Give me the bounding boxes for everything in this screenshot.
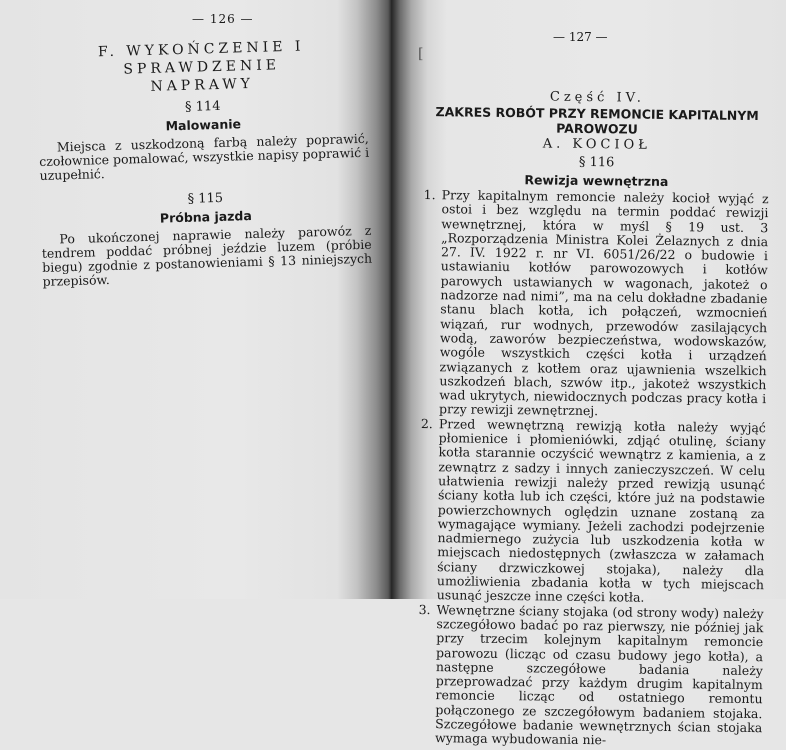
page-number-right: — 127 —	[553, 30, 608, 44]
section-text-probna-jazda: Po ukończonej naprawie należy parowóz z tendrem poddać próbnej jeździe luzem (próbie biegu) zgodnie z postanowieniami § 13 niniejszych przepisów.	[41, 222, 373, 289]
part-title	[424, 104, 769, 138]
section-title-malowanie: Malowanie	[165, 116, 242, 134]
numbered-list	[417, 188, 769, 750]
part-title-line2: PAROWOZU	[556, 120, 638, 137]
left-page-content	[36, 36, 373, 289]
page-number-left: — 126 —	[192, 12, 254, 26]
list-item-text: Wewnętrzne ściany stojaka (od strony wody) należy szczegółowo badać po raz pierwszy, nie później jak przy trzecim kolejnym kapitalnym remoncie parowozu (licząc od czasu budowy jego kotła), a następne szczegółowe badania należy przeprowadzać przy każdym drugim kapitalnym remoncie licząc od ostatniego remontu połączonego ze szczegółowym badaniem stojaka. Szczegółowe badanie wewnętrznych ścian stojaka wymaga wybudowania nie-	[434, 601, 764, 748]
list-item-text: Przed wewnętrzną rewizją kotła należy wyjąć płomienice i płomieniówki, zdjąć otulinę, ściany kotła starannie oczyścić wewnątrz z kamienia, a z zewnątrz z sadzy i innych zanieczyszczeń. W celu ułatwienia rewizji należy przed rewizją usunąć ściany kotła lub ich części, które już na podstawie powierzchownych oględzin uznane zostaną za wymagające wymiany. Jeżeli zachodzi podejrzenie nadmiernego zużycia lub uszkodzenia kotła w miejscach niedostępnych (zwłaszcza w załamach ściany drzwiczkowej stojaka), należy dla umożliwienia zbadania kotła w tych miejscach usunąć jeszcze inne części kotła.	[436, 415, 766, 606]
section-text-malowanie: Miejsca z uszkodzoną farbą należy poprawić, czołownice pomalować, wszystkie napisy poprawić i uzupełnić.	[39, 130, 370, 183]
margin-mark: [	[418, 46, 424, 62]
paragraph-number-115: § 115	[187, 190, 224, 207]
paragraph-number-116: § 116	[578, 154, 615, 171]
right-page-content	[417, 88, 770, 750]
list-item	[419, 417, 766, 607]
part-title-line1: ZAKRES ROBÓT PRZY REMONCIE KAPITALNYM	[435, 104, 759, 124]
list-item-number: 1.	[423, 186, 436, 203]
list-item-text: Przy kapitalnym remoncie należy kocioł wyjąć z ostoi i bez względu na termin poddać rewizji wewnętrznej, która w myśl § 19 ust. 3 „Rozporządzenia Ministra Kolei Żelaznych z dnia 27. IV. 1922 r. nr VI. 6051/26/22 o budowie i ustawianiu kotłów parowozowych i kotłów parowych ustawianych w wagonach, jakoteż o nadzorze nad nimi”, ma na celu dokładne zbadanie stanu blach kotła, ich połączeń, wzmocnień wiązań, rur wodnych, przewodów zasilających wodą, zaworów bezpieczeństwa, wodowskazów, wogóle wszystkich części kotła i urządzeń związanych z kotłem oraz ujawnienia wszelkich uszkodzeń blach, szwów itp., jakoteż wszystkich wad ukrytych, niewidocznych podczas pracy kotła i przy rewizji zewnętrznej.	[438, 187, 769, 419]
left-page	[0, 0, 392, 599]
chapter-title-line1: F. WYKOŃCZENIE I SPRAWDZENIE	[97, 38, 305, 78]
list-item-number: 3.	[418, 601, 431, 617]
part-label: Część IV.	[549, 89, 645, 106]
list-item	[421, 188, 769, 421]
list-item-number: 2.	[420, 415, 433, 431]
section-title-rewizja: Rewizja wewnętrzna	[524, 172, 669, 189]
subsection-title: A. KOCIOŁ	[542, 136, 651, 153]
list-item	[417, 603, 764, 750]
chapter-title	[36, 36, 367, 99]
chapter-title-line2: NAPRAWY	[150, 75, 255, 95]
section-title-probna-jazda: Próbna jazda	[159, 208, 253, 226]
paragraph-number-114: § 114	[184, 98, 221, 115]
